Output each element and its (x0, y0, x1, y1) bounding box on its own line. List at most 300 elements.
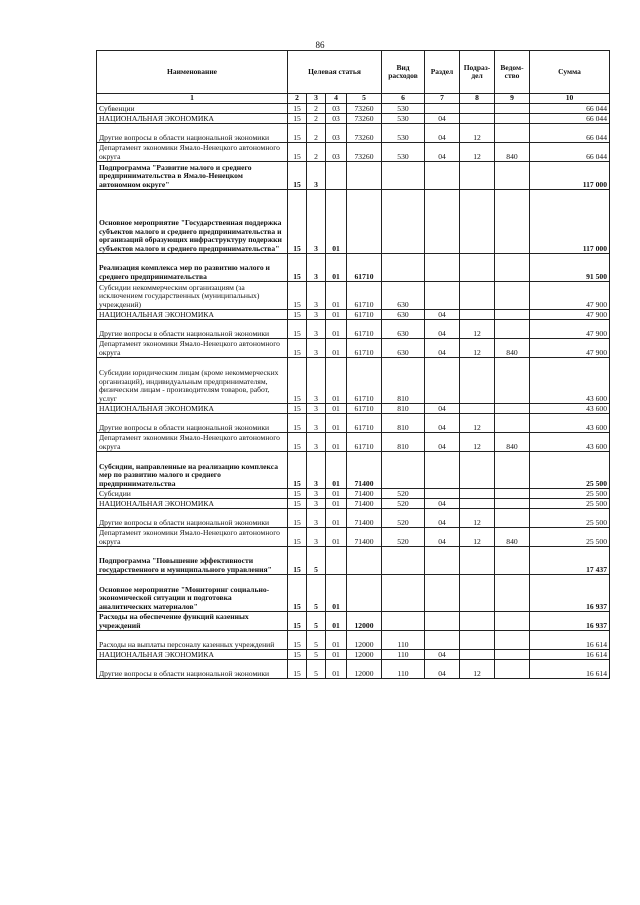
target-code-4: 73260 (347, 124, 382, 143)
target-code-2: 5 (307, 650, 326, 660)
row-name: НАЦИОНАЛЬНАЯ ЭКОНОМИКА (97, 310, 288, 320)
target-code-2: 2 (307, 124, 326, 143)
expense-type: 810 (382, 358, 425, 404)
section: 04 (425, 320, 460, 339)
subsection (460, 310, 495, 320)
target-code-3: 01 (326, 660, 347, 679)
target-code-2: 3 (307, 162, 326, 190)
table-row (97, 499, 610, 509)
target-code-1: 15 (288, 575, 307, 612)
table-row (97, 650, 610, 660)
subsection (460, 499, 495, 509)
target-code-3: 01 (326, 631, 347, 650)
subsection (460, 612, 495, 631)
target-code-4: 61710 (347, 310, 382, 320)
target-code-2: 3 (307, 310, 326, 320)
subsection (460, 190, 495, 254)
target-code-1: 15 (288, 612, 307, 631)
row-name: Реализация комплекса мер по развитию малого и среднего предпринимательства (97, 254, 288, 282)
subsection (460, 254, 495, 282)
department-code (495, 509, 530, 528)
target-code-3: 03 (326, 104, 347, 114)
section: 04 (425, 499, 460, 509)
amount: 117 000 (530, 190, 610, 254)
target-code-2: 3 (307, 190, 326, 254)
department-code: 840 (495, 433, 530, 452)
target-code-4: 61710 (347, 339, 382, 358)
amount: 43 600 (530, 433, 610, 452)
expense-type: 810 (382, 414, 425, 433)
section: 04 (425, 114, 460, 124)
expense-type (382, 254, 425, 282)
amount: 47 900 (530, 320, 610, 339)
target-code-2: 5 (307, 575, 326, 612)
section (425, 358, 460, 404)
subsection (460, 650, 495, 660)
table-row (97, 339, 610, 358)
target-code-3: 03 (326, 143, 347, 162)
department-code (495, 162, 530, 190)
department-code (495, 124, 530, 143)
target-code-1: 15 (288, 660, 307, 679)
row-name: Расходы на выплаты персоналу казенных учреждений (97, 631, 288, 650)
target-code-1: 15 (288, 404, 307, 414)
subsection: 12 (460, 414, 495, 433)
target-code-2: 2 (307, 143, 326, 162)
expense-type (382, 612, 425, 631)
header-vedomstvo: Ведом-ство (495, 51, 530, 94)
expense-type: 520 (382, 509, 425, 528)
department-code (495, 612, 530, 631)
department-code: 840 (495, 528, 530, 547)
target-code-3: 01 (326, 650, 347, 660)
target-code-2: 2 (307, 114, 326, 124)
target-code-2: 5 (307, 547, 326, 575)
target-code-3: 01 (326, 433, 347, 452)
section (425, 612, 460, 631)
target-code-3: 03 (326, 124, 347, 143)
row-name: Другие вопросы в области национальной экономики (97, 509, 288, 528)
target-code-4: 73260 (347, 104, 382, 114)
row-name: НАЦИОНАЛЬНАЯ ЭКОНОМИКА (97, 404, 288, 414)
table-row (97, 509, 610, 528)
target-code-3: 01 (326, 575, 347, 612)
amount: 47 900 (530, 339, 610, 358)
table-row (97, 575, 610, 612)
target-code-2: 3 (307, 489, 326, 499)
target-code-2: 3 (307, 404, 326, 414)
section (425, 282, 460, 310)
table-row (97, 547, 610, 575)
subsection: 12 (460, 509, 495, 528)
target-code-1: 15 (288, 433, 307, 452)
target-code-2: 3 (307, 320, 326, 339)
expense-type: 630 (382, 320, 425, 339)
section: 04 (425, 660, 460, 679)
row-name: Субсидии некоммерческим организациям (за исключением государственных (муниципальных) учреждений) (97, 282, 288, 310)
target-code-4: 71400 (347, 452, 382, 489)
column-number: 4 (326, 94, 347, 104)
department-code (495, 114, 530, 124)
department-code (495, 404, 530, 414)
row-name: Департамент экономики Ямало-Ненецкого автономного округа (97, 433, 288, 452)
target-code-4: 73260 (347, 143, 382, 162)
target-code-1: 15 (288, 452, 307, 489)
table-row (97, 310, 610, 320)
table-row (97, 320, 610, 339)
section (425, 631, 460, 650)
target-code-3: 01 (326, 190, 347, 254)
table-row (97, 104, 610, 114)
target-code-3: 01 (326, 254, 347, 282)
expense-type: 110 (382, 650, 425, 660)
table-row (97, 124, 610, 143)
target-code-3: 01 (326, 404, 347, 414)
header-summa: Сумма (530, 51, 610, 94)
section: 04 (425, 528, 460, 547)
department-code (495, 282, 530, 310)
expense-type (382, 547, 425, 575)
section: 04 (425, 339, 460, 358)
expense-type (382, 190, 425, 254)
amount: 25 500 (530, 489, 610, 499)
section: 04 (425, 404, 460, 414)
target-code-2: 3 (307, 282, 326, 310)
target-code-4: 12000 (347, 650, 382, 660)
expense-type: 530 (382, 143, 425, 162)
subsection (460, 404, 495, 414)
section (425, 547, 460, 575)
row-name: Субсидии юридическим лицам (кроме некоммерческих организаций), индивидуальным предпринимателям, физическим лицам - производителям товаров, работ, услуг (97, 358, 288, 404)
target-code-1: 15 (288, 254, 307, 282)
target-code-4: 73260 (347, 114, 382, 124)
department-code (495, 452, 530, 489)
expense-type (382, 575, 425, 612)
section: 04 (425, 650, 460, 660)
header-target: Целевая статья (288, 51, 382, 94)
department-code (495, 499, 530, 509)
column-number: 1 (97, 94, 288, 104)
row-name: Подпрограмма "Повышение эффективности государственного и муниципального управления" (97, 547, 288, 575)
amount: 47 900 (530, 282, 610, 310)
target-code-2: 3 (307, 528, 326, 547)
target-code-3: 01 (326, 509, 347, 528)
target-code-2: 3 (307, 339, 326, 358)
department-code (495, 104, 530, 114)
subsection: 12 (460, 143, 495, 162)
subsection (460, 104, 495, 114)
budget-table (96, 50, 610, 679)
department-code: 840 (495, 339, 530, 358)
expense-type: 530 (382, 104, 425, 114)
target-code-1: 15 (288, 282, 307, 310)
target-code-4: 12000 (347, 612, 382, 631)
target-code-3: 01 (326, 612, 347, 631)
amount: 25 500 (530, 499, 610, 509)
department-code (495, 660, 530, 679)
row-name: Департамент экономики Ямало-Ненецкого автономного округа (97, 143, 288, 162)
target-code-1: 15 (288, 650, 307, 660)
section (425, 190, 460, 254)
target-code-3: 01 (326, 489, 347, 499)
amount: 25 500 (530, 452, 610, 489)
target-code-2: 3 (307, 499, 326, 509)
table-row (97, 114, 610, 124)
target-code-1: 15 (288, 499, 307, 509)
section: 04 (425, 433, 460, 452)
row-name: Субсидии, направленные на реализацию комплекса мер по развитию малого и среднего предпринимательства (97, 452, 288, 489)
row-name: Субвенции (97, 104, 288, 114)
section (425, 452, 460, 489)
target-code-3 (326, 547, 347, 575)
department-code (495, 489, 530, 499)
table-row (97, 358, 610, 404)
target-code-1: 15 (288, 339, 307, 358)
target-code-4 (347, 547, 382, 575)
target-code-1: 15 (288, 414, 307, 433)
target-code-4: 61710 (347, 320, 382, 339)
table-row (97, 254, 610, 282)
expense-type: 530 (382, 114, 425, 124)
target-code-3: 01 (326, 452, 347, 489)
header-row (97, 51, 610, 94)
row-name: НАЦИОНАЛЬНАЯ ЭКОНОМИКА (97, 499, 288, 509)
subsection (460, 575, 495, 612)
table-row (97, 414, 610, 433)
subsection (460, 358, 495, 404)
amount: 25 500 (530, 528, 610, 547)
department-code (495, 310, 530, 320)
target-code-4 (347, 162, 382, 190)
row-name: Другие вопросы в области национальной экономики (97, 124, 288, 143)
target-code-2: 3 (307, 433, 326, 452)
section (425, 162, 460, 190)
target-code-4: 61710 (347, 254, 382, 282)
row-name: Департамент экономики Ямало-Ненецкого автономного округа (97, 528, 288, 547)
amount: 66 044 (530, 124, 610, 143)
target-code-1: 15 (288, 489, 307, 499)
table-row (97, 143, 610, 162)
amount: 16 937 (530, 612, 610, 631)
section (425, 104, 460, 114)
row-name: Расходы на обеспечение функций казенных учреждений (97, 612, 288, 631)
row-name: Подпрограмма "Развитие малого и среднего предпринимательства в Ямало-Ненецком автономном округе" (97, 162, 288, 190)
column-number: 7 (425, 94, 460, 104)
target-code-3: 01 (326, 414, 347, 433)
target-code-1: 15 (288, 162, 307, 190)
row-name: НАЦИОНАЛЬНАЯ ЭКОНОМИКА (97, 114, 288, 124)
target-code-1: 15 (288, 547, 307, 575)
amount: 43 600 (530, 358, 610, 404)
expense-type: 110 (382, 631, 425, 650)
subsection: 12 (460, 660, 495, 679)
department-code (495, 414, 530, 433)
column-number: 5 (347, 94, 382, 104)
target-code-4: 12000 (347, 631, 382, 650)
column-number: 9 (495, 94, 530, 104)
target-code-2: 3 (307, 452, 326, 489)
target-code-4 (347, 190, 382, 254)
target-code-2: 3 (307, 358, 326, 404)
amount: 66 044 (530, 114, 610, 124)
amount: 91 500 (530, 254, 610, 282)
amount: 17 437 (530, 547, 610, 575)
amount: 117 000 (530, 162, 610, 190)
table-row (97, 528, 610, 547)
department-code (495, 650, 530, 660)
column-number: 3 (307, 94, 326, 104)
column-number-row (97, 94, 610, 104)
amount: 66 044 (530, 143, 610, 162)
target-code-2: 3 (307, 414, 326, 433)
target-code-4: 61710 (347, 358, 382, 404)
target-code-1: 15 (288, 124, 307, 143)
department-code (495, 190, 530, 254)
row-name: Основное мероприятие "Государственная поддержка субъектов малого и среднего предпринимательства и организаций образующих инфраструктуру подержки субъектов малого и среднего предпринимательства" (97, 190, 288, 254)
row-name: Субсидии (97, 489, 288, 499)
table-row (97, 660, 610, 679)
amount: 43 600 (530, 404, 610, 414)
column-number: 2 (288, 94, 307, 104)
target-code-4: 71400 (347, 499, 382, 509)
department-code (495, 358, 530, 404)
target-code-4: 71400 (347, 528, 382, 547)
amount: 16 614 (530, 631, 610, 650)
target-code-2: 5 (307, 660, 326, 679)
expense-type: 520 (382, 499, 425, 509)
row-name: Другие вопросы в области национальной экономики (97, 320, 288, 339)
table-row (97, 631, 610, 650)
subsection (460, 452, 495, 489)
target-code-1: 15 (288, 143, 307, 162)
subsection (460, 114, 495, 124)
subsection (460, 282, 495, 310)
department-code (495, 320, 530, 339)
subsection: 12 (460, 339, 495, 358)
expense-type: 630 (382, 310, 425, 320)
subsection: 12 (460, 320, 495, 339)
target-code-2: 3 (307, 254, 326, 282)
expense-type: 630 (382, 339, 425, 358)
target-code-4: 61710 (347, 414, 382, 433)
amount: 25 500 (530, 509, 610, 528)
row-name: Другие вопросы в области национальной экономики (97, 414, 288, 433)
subsection: 12 (460, 124, 495, 143)
amount: 43 600 (530, 414, 610, 433)
section: 04 (425, 310, 460, 320)
target-code-3: 01 (326, 358, 347, 404)
expense-type (382, 452, 425, 489)
table-row (97, 489, 610, 499)
target-code-3 (326, 162, 347, 190)
section (425, 254, 460, 282)
amount: 47 900 (530, 310, 610, 320)
header-name: Наименование (97, 51, 288, 94)
amount: 16 614 (530, 650, 610, 660)
row-name: Основное мероприятие "Мониторинг социально-экономической ситуации и подготовка аналитических материалов" (97, 575, 288, 612)
target-code-1: 15 (288, 320, 307, 339)
expense-type: 520 (382, 489, 425, 499)
expense-type: 110 (382, 660, 425, 679)
amount: 16 937 (530, 575, 610, 612)
department-code (495, 254, 530, 282)
section (425, 489, 460, 499)
page-number: 86 (315, 40, 325, 50)
target-code-4: 71400 (347, 509, 382, 528)
target-code-1: 15 (288, 310, 307, 320)
target-code-2: 2 (307, 104, 326, 114)
table-row (97, 452, 610, 489)
expense-type: 810 (382, 433, 425, 452)
target-code-3: 01 (326, 499, 347, 509)
section: 04 (425, 143, 460, 162)
column-number: 6 (382, 94, 425, 104)
subsection: 12 (460, 528, 495, 547)
department-code (495, 575, 530, 612)
department-code: 840 (495, 143, 530, 162)
section: 04 (425, 414, 460, 433)
row-name: Другие вопросы в области национальной экономики (97, 660, 288, 679)
expense-type: 630 (382, 282, 425, 310)
target-code-4: 12000 (347, 660, 382, 679)
table-row (97, 190, 610, 254)
amount: 66 044 (530, 104, 610, 114)
target-code-4: 61710 (347, 404, 382, 414)
target-code-1: 15 (288, 509, 307, 528)
department-code (495, 631, 530, 650)
table-row (97, 433, 610, 452)
target-code-3: 01 (326, 528, 347, 547)
target-code-2: 5 (307, 612, 326, 631)
subsection: 12 (460, 433, 495, 452)
target-code-1: 15 (288, 190, 307, 254)
table-body (97, 104, 610, 679)
target-code-1: 15 (288, 528, 307, 547)
table-row (97, 612, 610, 631)
target-code-3: 01 (326, 339, 347, 358)
subsection (460, 489, 495, 499)
target-code-4: 61710 (347, 433, 382, 452)
target-code-3: 01 (326, 320, 347, 339)
amount: 16 614 (530, 660, 610, 679)
section (425, 575, 460, 612)
row-name: Департамент экономики Ямало-Ненецкого автономного округа (97, 339, 288, 358)
expense-type: 530 (382, 124, 425, 143)
subsection (460, 162, 495, 190)
target-code-4: 71400 (347, 489, 382, 499)
row-name: НАЦИОНАЛЬНАЯ ЭКОНОМИКА (97, 650, 288, 660)
target-code-1: 15 (288, 631, 307, 650)
header-vid: Вид расходов (382, 51, 425, 94)
target-code-1: 15 (288, 358, 307, 404)
header-podrazdel: Подраз-дел (460, 51, 495, 94)
target-code-3: 01 (326, 310, 347, 320)
expense-type (382, 162, 425, 190)
table-row (97, 162, 610, 190)
table-row (97, 282, 610, 310)
target-code-2: 5 (307, 631, 326, 650)
header-razdel: Раздел (425, 51, 460, 94)
column-number: 8 (460, 94, 495, 104)
target-code-1: 15 (288, 104, 307, 114)
subsection (460, 631, 495, 650)
target-code-3: 01 (326, 282, 347, 310)
subsection (460, 547, 495, 575)
column-number: 10 (530, 94, 610, 104)
table-row (97, 404, 610, 414)
department-code (495, 547, 530, 575)
target-code-4 (347, 575, 382, 612)
